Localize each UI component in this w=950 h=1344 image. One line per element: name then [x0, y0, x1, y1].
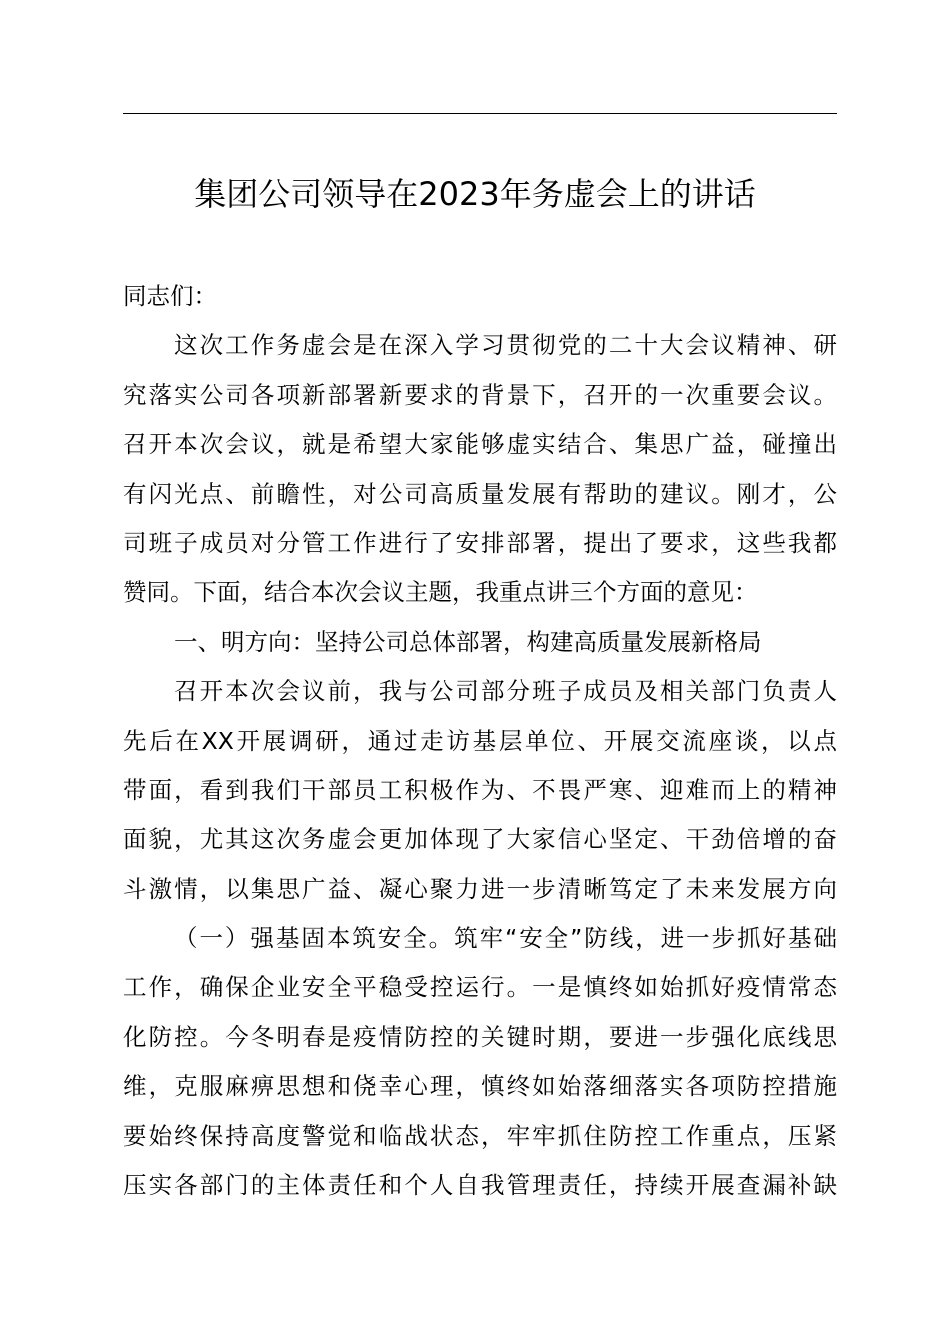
text-line: 带面，看到我们干部员工积极作为、不畏严寒、迎难而上的精神 — [123, 775, 837, 804]
header-rule — [123, 113, 837, 114]
text-line: 究落实公司各项新部署新要求的背景下，召开的一次重要会议。 — [123, 380, 837, 409]
text-line: 先后在XX开展调研，通过走访基层单位、开展交流座谈，以点 — [123, 726, 837, 755]
text-line: 召开本次会议，就是希望大家能够虚实结合、集思广益，碰撞出 — [123, 430, 837, 459]
text-line: 有闪光点、前瞻性，对公司高质量发展有帮助的建议。刚才，公 — [123, 479, 837, 508]
text-line: 赞同。下面，结合本次会议主题，我重点讲三个方面的意见： — [123, 578, 758, 607]
text-line: 要始终保持高度警觉和临战状态，牢牢抓住防控工作重点，压紧 — [123, 1121, 837, 1150]
text-line: 面貌，尤其这次务虚会更加体现了大家信心坚定、干劲倍增的奋 — [123, 825, 837, 854]
document-body — [123, 272, 837, 1210]
text-line: 化防控。今冬明春是疫情防控的关键时期，要进一步强化底线思 — [123, 1022, 837, 1051]
text-line: 斗激情，以集思广益、凝心聚力进一步清晰笃定了未来发展方向 — [123, 874, 837, 903]
text-line: 召开本次会议前，我与公司部分班子成员及相关部门负责人 — [174, 677, 837, 706]
text-line: 维，克服麻痹思想和侥幸心理，慎终如始落细落实各项防控措施 — [123, 1072, 837, 1101]
salutation: 同志们： — [123, 282, 217, 310]
text-line: 这次工作务虚会是在深入学习贯彻党的二十大会议精神、研 — [174, 331, 837, 360]
text-line: 压实各部门的主体责任和个人自我管理责任，持续开展查漏补缺 — [123, 1171, 837, 1200]
text-line: 工作，确保企业安全平稳受控运行。一是慎终如始抓好疫情常态 — [123, 973, 837, 1002]
document-title: 集团公司领导在2023年务虚会上的讲话 — [194, 175, 756, 213]
text-line: 一、明方向：坚持公司总体部署，构建高质量发展新格局 — [174, 627, 762, 656]
text-line: 司班子成员对分管工作进行了安排部署，提出了要求，这些我都 — [123, 528, 837, 557]
text-line: （一）强基固本筑安全。筑牢“安全”防线，进一步抓好基础 — [174, 924, 837, 953]
